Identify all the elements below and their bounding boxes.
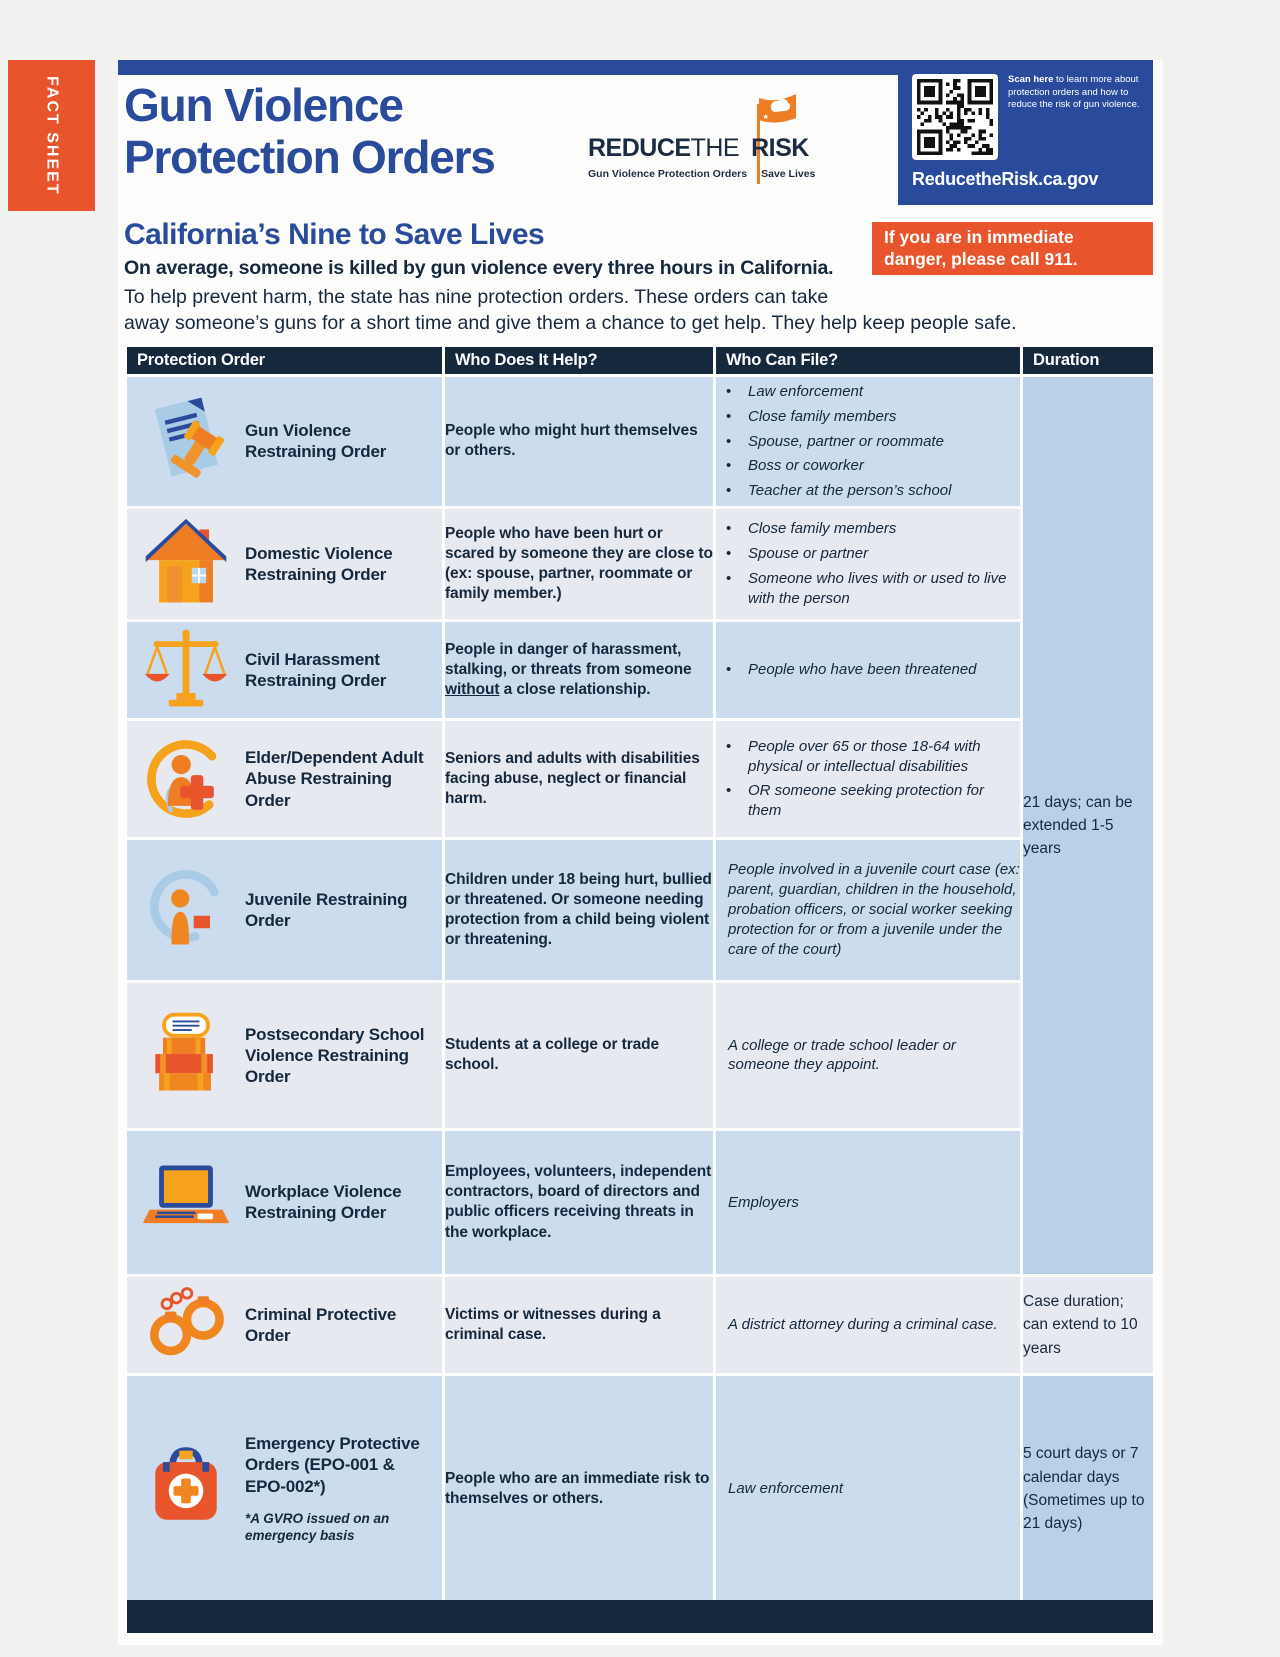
who-it-helps-cell: People who might hurt themselves or others.	[445, 377, 713, 506]
column-header-2: Who Does It Help?	[445, 347, 713, 374]
reduce-the-risk-logo	[588, 96, 848, 192]
who-it-helps-cell: Seniors and adults with disabilities facing abuse, neglect or financial harm.	[445, 721, 713, 837]
intro-paragraph: To help prevent harm, the state has nine protection orders. These orders can take away someone’s guns for a short time and give them a chance to get help. They help keep people safe.	[124, 286, 1017, 335]
protection-order-cell	[127, 983, 442, 1128]
order-name: Elder/Dependent Adult Abuse Restraining Order	[245, 748, 424, 810]
table-row	[127, 509, 1153, 619]
fact-sheet-tab	[8, 60, 95, 211]
table-row	[127, 1277, 1153, 1373]
protection-order-cell	[127, 509, 442, 619]
who-can-file-cell	[716, 983, 1020, 1128]
qr-code-icon	[912, 74, 998, 160]
order-name: Criminal Protective Order	[245, 1304, 397, 1345]
table-row	[127, 377, 1153, 506]
filer-item: • Spouse or partner	[716, 544, 1020, 564]
table-row	[127, 721, 1153, 837]
protection-order-cell	[127, 622, 442, 718]
who-it-helps-cell: Children under 18 being hurt, bullied or threatened. Or someone needing protection from a child being violent or threatening.	[445, 840, 713, 980]
table-row	[127, 1376, 1153, 1602]
scales-icon	[127, 622, 245, 718]
column-header-1: Protection Order	[127, 347, 442, 374]
protection-order-cell	[127, 721, 442, 837]
document-gavel-icon	[127, 393, 245, 489]
filer-item: Law enforcement	[728, 1480, 844, 1498]
logo-tagline: Gun Violence Protection Orders Save Lives	[588, 168, 816, 180]
who-it-helps-cell: People who are an immediate risk to themselves or others.	[445, 1376, 713, 1602]
order-name: Workplace Violence Restraining Order	[245, 1182, 402, 1223]
order-footnote: *A GVRO issued on an emergency basis	[245, 1510, 390, 1543]
bear-flag-icon	[736, 92, 798, 138]
who-can-file-cell	[716, 1277, 1020, 1373]
protection-order-cell	[127, 1131, 442, 1274]
duration-cell: 5 court days or 7 calendar days (Sometimes up to 21 days)	[1023, 1376, 1153, 1602]
protection-order-cell	[127, 1376, 442, 1602]
column-header-3: Who Can File?	[716, 347, 1020, 374]
website-link[interactable]: ReducetheRisk.ca.gov	[912, 169, 1099, 189]
filer-item: Employers	[728, 1193, 799, 1211]
filer-item: • Someone who lives with or used to live with the person	[716, 569, 1020, 609]
who-it-helps-cell: People who have been hurt or scared by someone they are close to (ex: spouse, partner, roommate or family member.)	[445, 509, 713, 619]
who-can-file-cell	[716, 840, 1020, 980]
protection-orders-table	[124, 344, 1156, 1605]
house-icon	[127, 516, 245, 612]
who-can-file-cell	[716, 622, 1020, 718]
order-name: Gun Violence Restraining Order	[245, 421, 387, 462]
column-header-4: Duration	[1023, 347, 1153, 374]
section-heading: California’s Nine to Save Lives	[124, 218, 545, 251]
footer-bar	[127, 1600, 1153, 1633]
filer-item: • Spouse, partner or roommate	[716, 432, 1020, 452]
handcuffs-icon	[127, 1277, 245, 1373]
laptop-icon	[127, 1154, 245, 1250]
who-can-file-cell	[716, 1131, 1020, 1274]
statistic-line: On average, someone is killed by gun violence every three hours in California.	[124, 257, 834, 279]
order-name: Emergency Protective Orders (EPO-001 & EPO-002*)	[245, 1434, 420, 1496]
duration-cell-merged: 21 days; can be extended 1-5 years	[1023, 377, 1153, 1274]
elder-care-icon	[127, 731, 245, 827]
logo-wordmark: REDUCETHE RISK	[588, 134, 809, 162]
first-aid-kit-icon	[127, 1441, 245, 1537]
who-can-file-cell	[716, 509, 1020, 619]
books-icon	[127, 1007, 245, 1103]
scan-panel	[898, 60, 1153, 205]
duration-cell: Case duration; can extend to 10 years	[1023, 1277, 1153, 1373]
protection-order-cell	[127, 840, 442, 980]
who-it-helps-cell: Victims or witnesses during a criminal case.	[445, 1277, 713, 1373]
protection-order-cell	[127, 377, 442, 506]
page-title: Gun Violence Protection Orders	[124, 79, 495, 183]
table-row	[127, 622, 1153, 718]
table-row	[127, 1131, 1153, 1274]
table-row	[127, 840, 1153, 980]
order-name: Juvenile Restraining Order	[245, 889, 408, 930]
order-name: Civil Harassment Restraining Order	[245, 649, 387, 690]
who-can-file-cell	[716, 377, 1020, 506]
filer-item: • Boss or coworker	[716, 456, 1020, 476]
filer-item: • OR someone seeking protection for them	[716, 781, 1020, 821]
filer-item: • People who have been threatened	[716, 660, 1020, 680]
filer-item: • Law enforcement	[716, 382, 1020, 402]
filer-item: • People over 65 or those 18-64 with physical or intellectual disabilities	[716, 737, 1020, 777]
who-it-helps-cell: People in danger of harassment, stalking, or threats from someone without a close relationship.	[445, 622, 713, 718]
filer-item: A district attorney during a criminal case.	[728, 1316, 998, 1334]
table-header-row	[127, 347, 1153, 374]
filer-item: A college or trade school leader or someone they appoint.	[728, 1036, 956, 1074]
scan-instructions: Scan here to learn more about protection orders and how to reduce the risk of gun violence.	[1008, 74, 1140, 111]
filer-item: • Teacher at the person’s school	[716, 481, 1020, 501]
who-it-helps-cell: Employees, volunteers, independent contractors, board of directors and public officers receiving threats in the workplace.	[445, 1131, 713, 1274]
fact-sheet-label: FACT SHEET	[43, 75, 61, 196]
filer-item: • Close family members	[716, 519, 1020, 539]
filer-item: People involved in a juvenile court case (ex: parent, guardian, children in the household, probation officers, or social worker seeking protection for or from a juvenile under the care of the court)	[728, 861, 1020, 958]
juvenile-icon	[127, 862, 245, 958]
filer-item: • Close family members	[716, 407, 1020, 427]
who-can-file-cell	[716, 1376, 1020, 1602]
who-can-file-cell	[716, 721, 1020, 837]
table-row	[127, 983, 1153, 1128]
protection-order-cell	[127, 1277, 442, 1373]
order-name: Domestic Violence Restraining Order	[245, 543, 393, 584]
order-name: Postsecondary School Violence Restraining Order	[245, 1024, 425, 1087]
who-it-helps-cell: Students at a college or trade school.	[445, 983, 713, 1128]
emergency-911-notice: If you are in immediate danger, please call 911.	[872, 222, 1153, 275]
